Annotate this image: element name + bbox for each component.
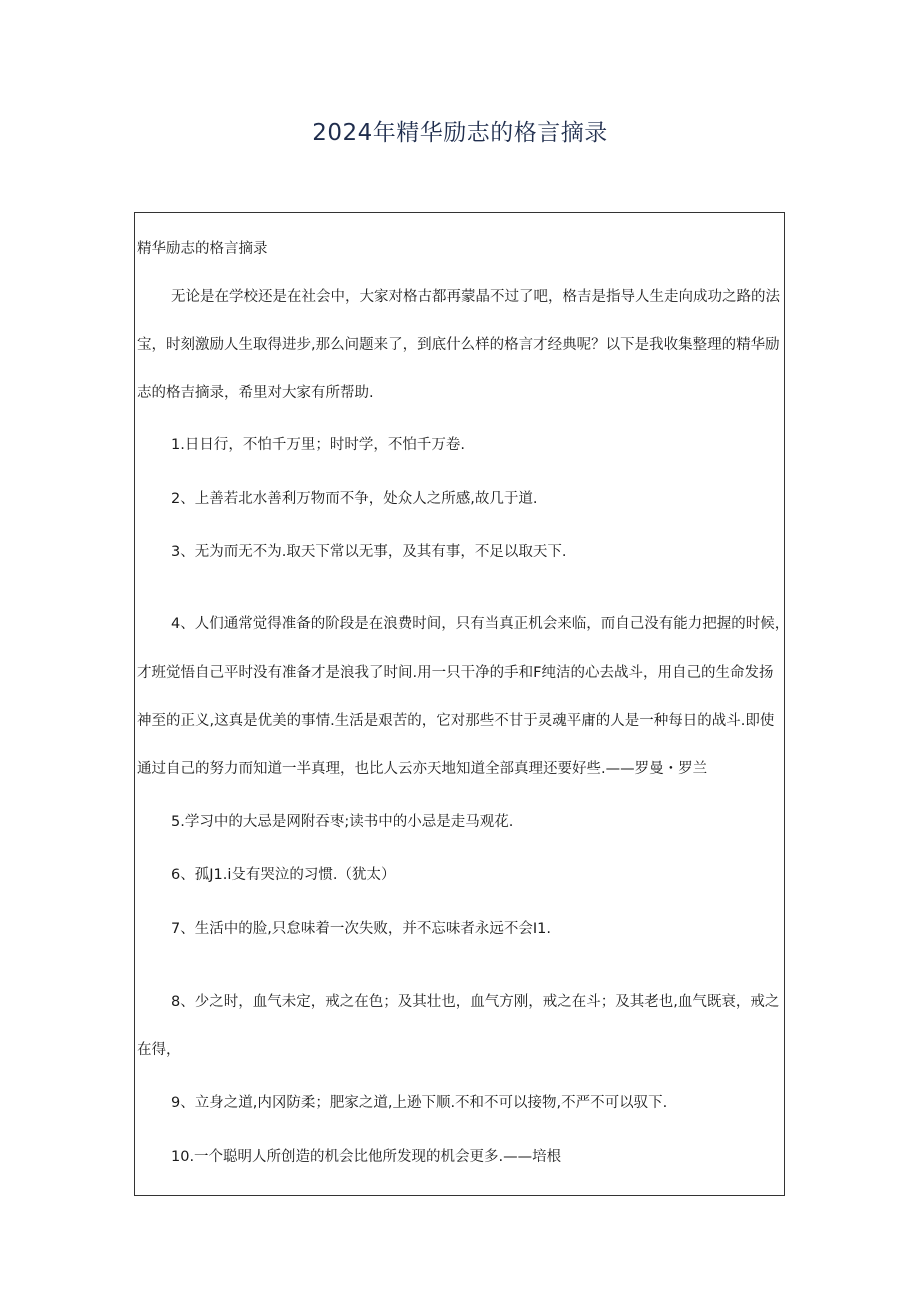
page-title: 2024年精华励志的格言摘录	[312, 120, 608, 146]
quote-item-4: 4、人们通常觉得准备的阶段是在浪费时间，只有当真正机会来临，而自己没有能力把握的时候，	[171, 616, 790, 632]
quote-item-4-cont: 才班觉悟自己平时没有准备才是浪我了时间.用一只干净的手和F纯洁的心去战斗，用自己的生命发扬	[137, 665, 774, 681]
quote-item-9: 9、立身之道,内冈防柔；肥家之道,上逊下顺.不和不可以接物,不严不可以驭下.	[171, 1095, 668, 1111]
intro-line: 无论是在学校还是在社会中，大家对格古都再蒙晶不过了吧，格吉是指导人生走向成功之路的法	[171, 289, 780, 305]
quote-item-3: 3、无为而无不为.取天下常以无事，及其有事，不足以取天下.	[171, 544, 567, 560]
quote-item-7: 7、生活中的脸,只怠味着一次失败，并不忘味者永远不会I1.	[171, 921, 551, 937]
quote-item-8-cont: 在得，	[137, 1042, 181, 1058]
quote-item-6: 6、孤J1.i殳有哭泣的习惯.（犹太）	[171, 867, 396, 883]
quote-item-4-cont: 神至的正义,这真是优美的事情.生活是艰苦的，它对那些不甘于灵魂平庸的人是一种每日的战斗.即使	[137, 713, 775, 729]
intro-line: 志的格吉摘录，希里对大家有所帮助.	[137, 385, 374, 401]
quote-item-2: 2、上善若北水善利万物而不争，处众人之所感,故几于道.	[171, 491, 538, 507]
quote-item-8: 8、少之时，血气未定，戒之在色；及其壮也，血气方刚，戒之在斗；及其老也,血气既衰，戒之	[171, 994, 780, 1010]
intro-line: 宝，时刻激励人生取得进步,那么问题来了，到底什么样的格言才经典呢？以下是我收集整理的精华励	[137, 337, 780, 353]
quote-item-4-cont: 通过自己的努力而知道一半真理，也比人云亦天地知道全部真理还要好些.——罗曼・罗兰	[137, 761, 708, 777]
quote-item-1: 1.日日行，不怕千万里；时时学，不怕千万卷.	[171, 437, 465, 453]
quote-item-10: 10.一个聪明人所创造的机会比他所发现的机会更多.——培根	[171, 1149, 562, 1165]
quote-item-5: 5.学习中的大忌是网附吞枣;读书中的小忌是走马观花.	[171, 814, 514, 830]
section-heading: 精华励志的格言摘录	[137, 241, 268, 257]
content-box	[134, 212, 790, 1196]
